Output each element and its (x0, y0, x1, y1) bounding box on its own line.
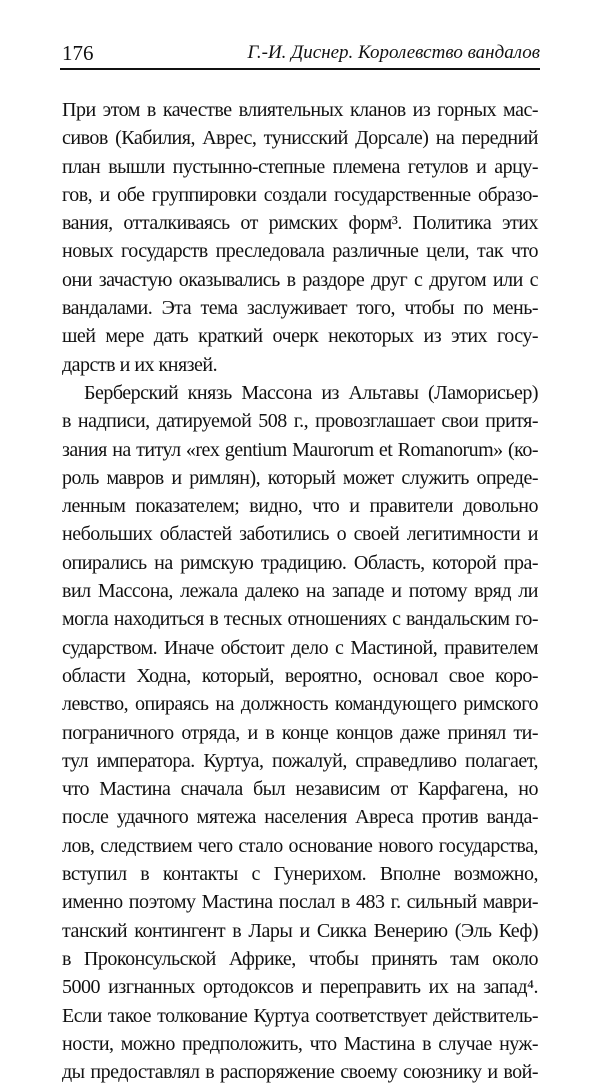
text-line: могла находиться в тесных отношениях с вандальским го- (62, 608, 538, 631)
text-line: дарств и их князей. (62, 353, 218, 376)
text-line: сивов (Кабилия, Аврес, тунисский Дорсале) на передний (62, 127, 538, 150)
text-line: ленным показателем; видно, что и правители довольно (62, 495, 538, 518)
text-line: Если такое толкование Куртуа соответствует действитель- (62, 1004, 538, 1027)
text-line: в Проконсульской Африке, чтобы принять там около (62, 947, 538, 970)
text-line: ды предоставлял в распоряжение своему союзнику и вой- (62, 1061, 538, 1084)
text-line: зания на титул «rex gentium Maurorum et Romanorum» (ко- (62, 438, 538, 461)
text-line: именно поэтому Мастина послал в 483 г. сильный маври- (62, 891, 538, 914)
body-text (62, 96, 538, 1086)
text-line: после удачного мятежа населения Авреса против ванда- (62, 806, 538, 829)
text-line: план вышли пустынно-степные племена гетулов и арцу- (62, 155, 538, 178)
text-line: вступил в контакты с Гунерихом. Вполне возможно, (62, 863, 538, 886)
text-line: роль мавров и римлян), который может служить опреде- (62, 466, 538, 489)
running-head (60, 40, 540, 70)
text-line: пограничного отряда, и в конце концов даже принял ти- (62, 721, 538, 744)
text-line: опирались на римскую традицию. Область, которой пра- (62, 551, 538, 574)
text-line: области Ходна, который, вероятно, основал свое коро- (62, 664, 538, 687)
text-line: Берберский князь Массона из Альтавы (Ламорисьер) (84, 381, 538, 404)
text-line: небольших областей заботились о своей легитимности и (62, 523, 538, 546)
text-line: что Мастина сначала был независим от Карфагена, но (62, 778, 538, 801)
text-line: в надписи, датируемой 508 г., провозглашает свои притя- (62, 410, 538, 433)
text-line: 5000 изгнанных ортодоксов и переправить их на запад⁴. (62, 976, 538, 999)
text-line: они зачастую оказывались в раздоре друг с другом или с (62, 268, 538, 291)
text-line: шей мере дать краткий очерк некоторых из этих госу- (62, 325, 538, 348)
text-line: левство, опираясь на должность командующего римского (62, 693, 538, 716)
text-line: сударством. Иначе обстоит дело с Мастиной, правителем (62, 636, 538, 659)
text-line: новых государств преследовала различные цели, так что (62, 240, 538, 263)
text-line: лов, следствием чего стало основание нового государства, (62, 834, 538, 857)
text-line: вил Массона, лежала далеко на западе и потому вряд ли (62, 580, 538, 603)
text-line: ности, можно предположить, что Мастина в случае нуж- (62, 1032, 538, 1055)
text-line: танский контингент в Лары и Сикка Венерию (Эль Кеф) (62, 919, 538, 942)
running-title: Г.-И. Диснер. Королевство вандалов (247, 42, 540, 63)
page-number: 176 (62, 41, 94, 65)
text-line: вания, отталкиваясь от римских форм³. Политика этих (62, 212, 538, 235)
text-line: вандалами. Эта тема заслуживает того, чтобы по мень- (62, 297, 538, 320)
text-line: гов, и обе группировки создали государственные образо- (62, 183, 538, 206)
text-line: тул императора. Куртуа, пожалуй, справедливо полагает, (62, 749, 538, 772)
text-line: При этом в качестве влиятельных кланов из горных мас- (62, 99, 538, 121)
